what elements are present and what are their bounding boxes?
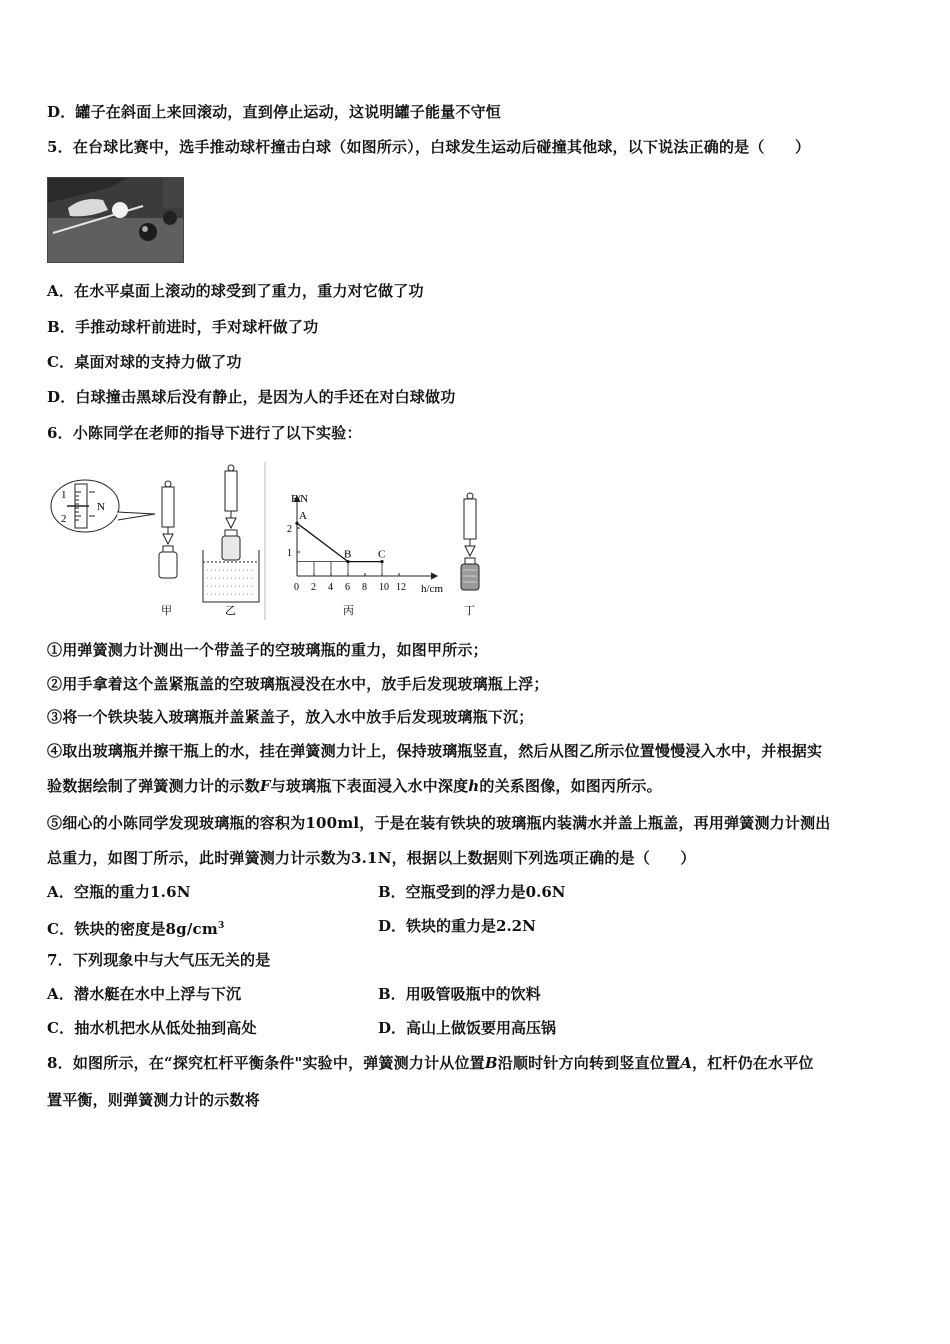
point-label: A <box>299 510 307 523</box>
q7-option-b: B．用吸管吸瓶中的饮料 <box>378 985 541 1003</box>
x-tick-label: 12 <box>396 582 406 593</box>
q6-option-c <box>47 916 224 939</box>
gauge-tick-1: 1 <box>61 489 67 501</box>
figure-yi <box>203 465 259 602</box>
q7-option-d: D．高山上做饭要用高压锅 <box>378 1019 557 1037</box>
gauge-unit: N <box>97 501 105 513</box>
q5-stem: 5．在台球比赛中，选手推动球杆撞击白球（如图所示），白球发生运动后碰撞其他球，以下说法正确的是（ ） <box>47 138 811 156</box>
q8-text-b: 沿顺时针方向转到竖直位置 <box>497 1054 681 1072</box>
q6-step-3: ③将一个铁块装入玻璃瓶并盖紧盖子，放入水中放手后发现玻璃瓶下沉； <box>47 708 534 726</box>
chart-marks <box>287 510 406 593</box>
x-tick-label: 8 <box>362 582 367 593</box>
q5-option-a: A．在水平桌面上滚动的球受到了重力，重力对它做了功 <box>47 282 424 300</box>
q7-option-a: A．潜水艇在水中上浮与下沉 <box>47 985 242 1003</box>
q6-step-4-text-a: 验数据绘制了弹簧测力计的示数 <box>47 777 260 795</box>
label-bing: 丙 <box>343 605 354 617</box>
q6-step-4-line2 <box>47 776 662 796</box>
billiards-photo <box>47 177 184 263</box>
q8-position-a: A <box>680 1054 693 1072</box>
q7-option-c: C．抽水机把水从低处抽到高处 <box>47 1019 257 1037</box>
q6-stem: 6．小陈同学在老师的指导下进行了以下实验： <box>47 424 362 442</box>
chart-xlabel: h/cm <box>421 583 443 595</box>
q6-experiment-figure <box>45 462 495 622</box>
q6-variable-h: h <box>468 777 480 795</box>
y-tick-label: 1 <box>287 548 292 559</box>
q8-text-c: ，杠杆仍在水平位 <box>692 1054 814 1072</box>
q6-step-5-line1: ⑤细心的小陈同学发现玻璃瓶的容积为100ml，于是在装有铁块的玻璃瓶内装满水并盖上瓶盖，再用弹簧测力计测出 <box>47 814 831 832</box>
q6-step-4-text-c: 的关系图像，如图丙所示。 <box>479 777 662 795</box>
q5-option-b: B．手推动球杆前进时，手对球杆做了功 <box>47 318 319 336</box>
label-yi: 乙 <box>225 605 236 617</box>
q4-option-d: D．罐子在斜面上来回滚动，直到停止运动，这说明罐子能量不守恒 <box>47 103 502 121</box>
q6-step-5-line2: 总重力，如图丁所示，此时弹簧测力计示数为3.1N，根据以上数据则下列选项正确的是（ ） <box>47 849 696 867</box>
x-tick-label: 2 <box>311 582 316 593</box>
gauge-tick-2: 2 <box>61 513 67 525</box>
q6-step-4-line1: ④取出玻璃瓶并擦干瓶上的水，挂在弹簧测力计上，保持玻璃瓶竖直，然后从图乙所示位置慢慢浸入水中，并根据实 <box>47 742 823 760</box>
q6-option-d: D．铁块的重力是2.2N <box>378 917 536 935</box>
label-jia: 甲 <box>161 605 172 617</box>
q6-variable-f: F <box>259 777 271 795</box>
x-tick-label: 10 <box>379 582 389 593</box>
q6-option-c-sup: 3 <box>217 921 225 931</box>
figure-ding <box>461 493 479 590</box>
experiment-diagram <box>45 462 495 622</box>
figure-jia <box>51 480 177 578</box>
q8-text-a: 8．如图所示，在“探究杠杆平衡条件"实验中，弹簧测力计从位置 <box>47 1054 485 1072</box>
q6-step-4-text-b: 与玻璃瓶下表面浸入水中深度 <box>270 777 469 795</box>
q8-line2: 置平衡，则弹簧测力计的示数将 <box>47 1091 260 1109</box>
point-label: B <box>344 548 352 561</box>
q6-step-1: ①用弹簧测力计测出一个带盖子的空玻璃瓶的重力，如图甲所示； <box>47 641 488 659</box>
chart-ylabel: F/N <box>291 493 309 505</box>
billiards-photo-art <box>48 178 183 262</box>
x-tick-label: 6 <box>345 582 350 593</box>
q6-option-a: A．空瓶的重力1.6N <box>47 883 191 901</box>
q6-option-c-text: C．铁块的密度是8g/cm <box>47 920 218 938</box>
q7-stem: 7．下列现象中与大气压无关的是 <box>47 951 271 969</box>
y-tick-label: 2 <box>287 524 292 535</box>
q8-position-b: B <box>484 1054 498 1072</box>
q5-option-c: C．桌面对球的支持力做了功 <box>47 353 242 371</box>
point-label: C <box>378 548 386 561</box>
label-ding: 丁 <box>464 605 475 617</box>
q8-line1 <box>47 1053 814 1073</box>
q6-step-2: ②用手拿着这个盖紧瓶盖的空玻璃瓶浸没在水中，放手后发现玻璃瓶上浮； <box>47 675 549 693</box>
x-tick-label: 4 <box>328 582 333 593</box>
x-tick-label: 0 <box>294 582 299 593</box>
q5-option-d: D．白球撞击黑球后没有静止，是因为人的手还在对白球做功 <box>47 388 456 406</box>
series-line <box>297 523 382 561</box>
q6-option-b: B．空瓶受到的浮力是0.6N <box>378 883 566 901</box>
